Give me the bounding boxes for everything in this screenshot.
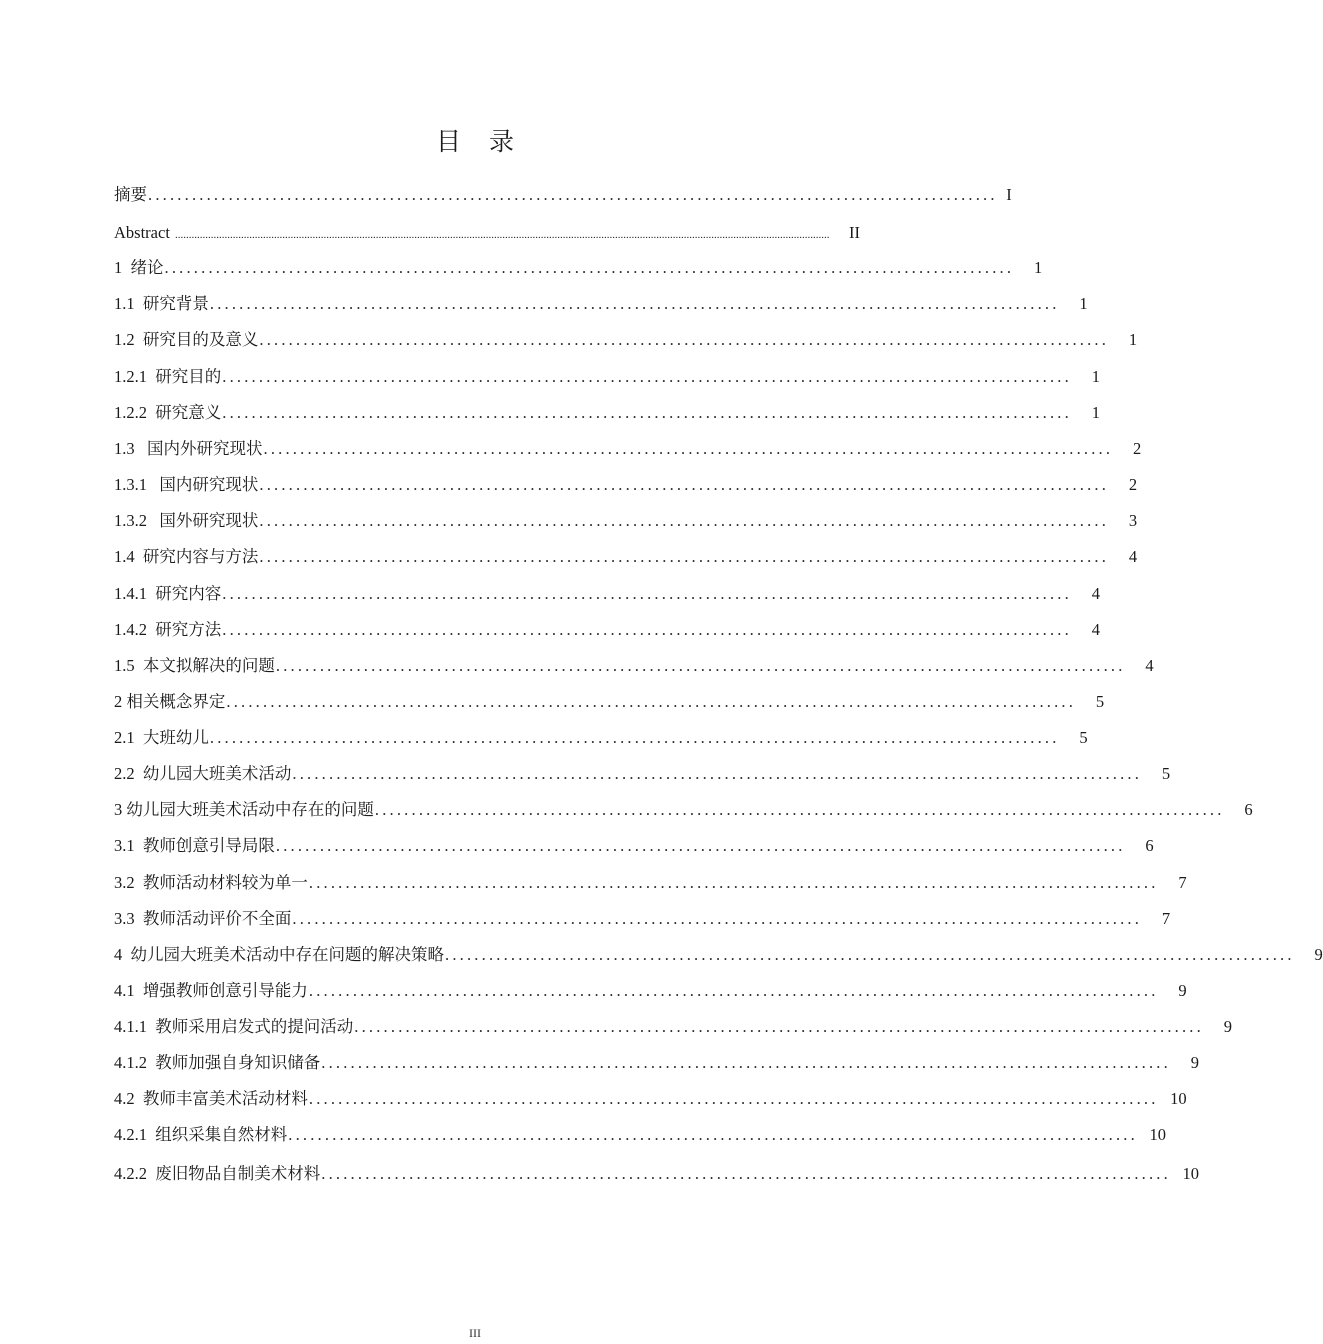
dot-leader: .................................................................................................................... xyxy=(308,1089,1159,1108)
dot-leader: .................................................................................................................... xyxy=(292,764,1143,783)
dot-leader: .................................................................................................................... xyxy=(259,475,1110,494)
toc-entry-label: 3 幼儿园大班美术活动中存在的问题 xyxy=(114,800,374,819)
toc-entry[interactable] xyxy=(114,180,1012,210)
toc-entry-label: 1.3.2 国外研究现状 xyxy=(114,511,259,530)
toc-entry-label: 1.5 本文拟解决的问题 xyxy=(114,656,275,675)
toc-entry-page: 10 xyxy=(1149,1125,1166,1144)
toc-entry[interactable] xyxy=(114,831,1154,861)
toc-entry-label: 1.3.1 国内研究现状 xyxy=(114,475,259,494)
toc-entry[interactable] xyxy=(114,1048,1199,1078)
dot-leader: .................................................................................................................... xyxy=(148,185,998,204)
toc-entry-page: 2 xyxy=(1132,439,1142,458)
toc-entry-page: 3 xyxy=(1128,511,1138,530)
toc-entry-label: 2.1 大班幼儿 xyxy=(114,728,209,747)
dot-leader: .................................................................................................................... xyxy=(275,656,1126,675)
dot-leader: .................................................................................................................... xyxy=(445,945,1295,964)
toc-title-char-2: 录 xyxy=(489,129,515,156)
toc-entry-page: 10 xyxy=(1182,1164,1199,1183)
toc-entry-label: 4 幼儿园大班美术活动中存在问题的解决策略 xyxy=(114,945,444,964)
toc-entry-page: I xyxy=(1006,185,1012,204)
toc-entry-page: 1 xyxy=(1091,367,1100,386)
toc-entry[interactable] xyxy=(114,904,1171,934)
toc-entry-page: 4 xyxy=(1145,656,1154,675)
dot-leader: .................................................................................................................... xyxy=(222,620,1072,639)
toc-entry-page: 2 xyxy=(1128,475,1138,494)
toc-entry-label: 1.2 研究目的及意义 xyxy=(114,330,259,349)
toc-entry-page: 7 xyxy=(1161,909,1171,928)
dot-leader: .................................................................................................................... xyxy=(259,547,1110,566)
toc-entry[interactable] xyxy=(114,253,1043,283)
toc-entry-label: 4.1 增强教师创意引导能力 xyxy=(114,981,308,1000)
toc-entry[interactable] xyxy=(114,868,1187,898)
toc-entry-label: 4.1.2 教师加强自身知识储备 xyxy=(114,1053,321,1072)
toc-entry-label: 1.1 研究背景 xyxy=(114,294,209,313)
toc-entry[interactable] xyxy=(114,362,1100,392)
dot-leader: .................................................................................................................... xyxy=(222,584,1072,603)
dot-leader: .................................................................................................................... xyxy=(374,800,1225,819)
toc-entry-page: 4 xyxy=(1091,584,1100,603)
toc-entry-page: 9 xyxy=(1314,945,1323,964)
toc-entry[interactable] xyxy=(114,470,1138,500)
dot-leader: .................................................................................................................... xyxy=(226,692,1077,711)
toc-entry[interactable] xyxy=(114,759,1171,789)
toc-entry-label: 4.2 教师丰富美术活动材料 xyxy=(114,1089,308,1108)
toc-entry-label: 2 相关概念界定 xyxy=(114,692,226,711)
toc-entry-label: 1.2.1 研究目的 xyxy=(114,367,222,386)
toc-title-char-1: 目 xyxy=(435,129,461,156)
toc-entry[interactable] xyxy=(114,542,1138,572)
toc-entry-page: 5 xyxy=(1161,764,1171,783)
dot-leader: .................................................................................................................... xyxy=(354,1017,1204,1036)
toc-entry-page: 10 xyxy=(1170,1089,1187,1108)
toc-entry-page: 1 xyxy=(1079,294,1088,313)
dot-leader: .................................................................................................................... xyxy=(259,511,1110,530)
dot-leader: .................................................................................................................... xyxy=(222,367,1072,386)
dot-leader: .................................................................................................................... xyxy=(222,403,1072,422)
toc-entry-label: 1.3 国内外研究现状 xyxy=(114,439,263,458)
toc-entry-label: 4.1.1 教师采用启发式的提问活动 xyxy=(114,1017,354,1036)
toc-entry[interactable] xyxy=(114,1084,1187,1114)
toc-entry-label: 1.4.1 研究内容 xyxy=(114,584,222,603)
toc-entry[interactable] xyxy=(114,940,1323,970)
toc-entry-label: 1.4 研究内容与方法 xyxy=(114,547,259,566)
toc-entry-label: 3.3 教师活动评价不全面 xyxy=(114,909,292,928)
toc-title xyxy=(0,122,950,158)
toc-entry[interactable] xyxy=(114,1120,1166,1150)
toc-entry[interactable] xyxy=(114,615,1100,645)
toc-entry[interactable] xyxy=(114,434,1142,464)
toc-entry-label: 1.2.2 研究意义 xyxy=(114,403,222,422)
dot-leader: .................................................................................................................... xyxy=(209,728,1060,747)
toc-entry-page: II xyxy=(849,223,860,242)
toc-entry-label: 2.2 幼儿园大班美术活动 xyxy=(114,764,292,783)
dot-leader: .................................................................................................................... xyxy=(209,294,1060,313)
toc-entry-page: 9 xyxy=(1178,981,1187,1000)
toc-entry-label: 1 绪论 xyxy=(114,258,164,277)
toc-entry[interactable] xyxy=(114,579,1100,609)
toc-entry-label: 4.2.2 废旧物品自制美术材料 xyxy=(114,1164,321,1183)
toc-entry-page: 9 xyxy=(1190,1053,1199,1072)
toc-entry[interactable] xyxy=(114,289,1088,319)
toc-entry-label: 3.1 教师创意引导局限 xyxy=(114,836,275,855)
toc-entry-page: 5 xyxy=(1079,728,1088,747)
toc-entry-page: 6 xyxy=(1244,800,1253,819)
dot-leader: .................................................................................................................... xyxy=(164,258,1015,277)
page-number: III xyxy=(469,1326,481,1340)
toc-entry[interactable] xyxy=(114,398,1100,428)
toc-entry-page: 1 xyxy=(1033,258,1043,277)
dot-leader: .................................................................................................................... xyxy=(308,981,1159,1000)
dot-leader: .................................................................................................................... xyxy=(308,873,1159,892)
toc-entry[interactable] xyxy=(114,795,1253,825)
toc-entry-page: 5 xyxy=(1095,692,1105,711)
dot-leader: .................................................................................................................... xyxy=(259,330,1110,349)
dot-leader: .................................................................................................................... xyxy=(275,836,1126,855)
toc-entry[interactable] xyxy=(114,1012,1232,1042)
toc-entry[interactable] xyxy=(114,687,1105,717)
dot-leader: .................................................................................................................... xyxy=(288,1125,1138,1144)
dot-leader: .............................................................................................................................................................................................................................................. xyxy=(175,228,830,241)
toc-entry[interactable] xyxy=(114,651,1154,681)
toc-entry[interactable] xyxy=(114,506,1138,536)
toc-entry-label: 4.2.1 组织采集自然材料 xyxy=(114,1125,288,1144)
dot-leader: .................................................................................................................... xyxy=(321,1053,1171,1072)
toc-entry[interactable] xyxy=(114,723,1088,753)
toc-entry-label: 1.4.2 研究方法 xyxy=(114,620,222,639)
dot-leader: .................................................................................................................... xyxy=(321,1164,1171,1183)
toc-entry-page: 9 xyxy=(1223,1017,1232,1036)
toc-entry[interactable] xyxy=(114,1159,1199,1189)
toc-entry-label: 3.2 教师活动材料较为单一 xyxy=(114,873,308,892)
toc-entry[interactable] xyxy=(114,325,1138,355)
toc-entry-page: 4 xyxy=(1128,547,1138,566)
toc-entry-label: Abstract xyxy=(114,223,175,242)
toc-entry-page: 4 xyxy=(1091,620,1100,639)
toc-entry-page: 1 xyxy=(1091,403,1100,422)
toc-entry-label: 摘要 xyxy=(114,185,147,204)
toc-entry[interactable] xyxy=(114,218,860,248)
toc-entry-page: 7 xyxy=(1178,873,1187,892)
dot-leader: .................................................................................................................... xyxy=(263,439,1114,458)
toc-entry-page: 1 xyxy=(1128,330,1138,349)
toc-entry[interactable] xyxy=(114,976,1187,1006)
toc-entry-page: 6 xyxy=(1145,836,1154,855)
dot-leader: .................................................................................................................... xyxy=(292,909,1143,928)
